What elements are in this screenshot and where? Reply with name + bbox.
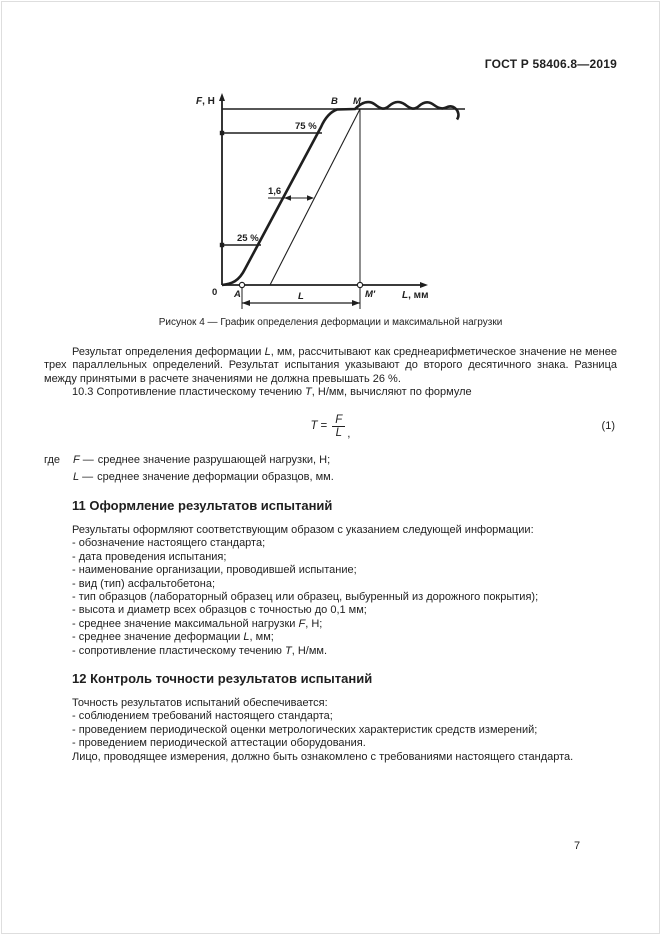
offset-value-label: 1,6: [268, 186, 282, 197]
point-a-marker: [239, 282, 244, 287]
x-axis-label: L, мм: [402, 290, 429, 301]
fraction-denominator: L: [335, 426, 342, 439]
list-item: - дата проведения испытания;: [72, 550, 227, 563]
list-item: - среднее значение максимальной нагрузки F, Н;: [72, 617, 323, 630]
l-dim-label: L: [298, 291, 304, 302]
list-item: - высота и диаметр всех образцов с точностью до 0,1 мм;: [72, 604, 367, 617]
variable-f: F: [73, 454, 80, 466]
figure-caption: Рисунок 4 — График определения деформации и максимальной нагрузки: [158, 317, 503, 328]
list-item: - среднее значение деформации L, мм;: [72, 631, 274, 644]
clause-10-3: 10.3 Сопротивление пластическому течению T, Н/мм, вычисляют по формуле: [72, 386, 472, 399]
where-line-l: L — среднее значение деформации образцов, мм.: [73, 471, 334, 483]
x-axis-arrow: [420, 282, 428, 288]
graph-labels: [196, 96, 428, 302]
y-axis-arrow: [219, 93, 225, 101]
page-number: 7: [574, 840, 581, 852]
formula-lhs: T: [310, 420, 318, 432]
section-12-intro: Точность результатов испытаний обеспечивается:: [72, 697, 328, 709]
equation-number: (1): [601, 420, 615, 432]
l-arrow-left: [242, 300, 250, 306]
variable-t: T: [305, 386, 312, 399]
list-item: - сопротивление пластическому течению T, Н/мм.: [72, 644, 328, 657]
dash: —: [82, 454, 94, 466]
origin-label: 0: [212, 287, 218, 298]
graph-lines: [222, 98, 465, 309]
section-11-intro: Результаты оформляют соответствующим образом с указанием следующей информации:: [72, 524, 534, 536]
dash: —: [82, 471, 94, 483]
deformation-paragraph-block: [44, 346, 617, 400]
section-12-closing: Лицо, проводящее измерения, должно быть ознакомлено с требованиями настоящего стандарта.: [72, 750, 574, 763]
section-12-heading: 12 Контроль точности результатов испытаний: [72, 671, 373, 686]
fraction-numerator: F: [335, 413, 343, 426]
pct-75-label: 75 %: [295, 121, 317, 132]
formula: [44, 411, 617, 441]
variable-l: L: [264, 346, 271, 358]
point-b-label: B: [331, 96, 338, 107]
load-curve: [222, 102, 458, 285]
doc-code: ГОСТ Р 58406.8—2019: [484, 57, 617, 71]
where-keyword: где: [44, 454, 61, 466]
figure-4: [185, 88, 475, 313]
variable-l: L: [73, 471, 80, 483]
point-m-prime-label: M': [365, 289, 376, 300]
formula-row: [44, 411, 617, 441]
list-item: - вид (тип) асфальтобетона;: [72, 577, 216, 590]
section-12-content: [44, 697, 617, 764]
list-item: - наименование организации, проводившей испытание;: [72, 564, 357, 577]
list-item: - обозначение настоящего стандарта;: [72, 537, 266, 550]
fraction: [332, 414, 345, 439]
marker-75: [220, 131, 224, 135]
point-m-prime-marker: [357, 282, 362, 287]
section-11-heading: 11 Оформление результатов испытаний: [72, 498, 333, 513]
where-line-f: где F — среднее значение разрушающей нагрузки, Н;: [44, 452, 617, 469]
point-a-label: A: [234, 289, 241, 300]
marker-25: [220, 243, 224, 247]
l-arrow-right: [352, 300, 360, 306]
list-item: - тип образцов (лабораторный образец или образец, выбуренный из дорожного покрытия);: [72, 591, 539, 604]
y-axis-label: F, Н: [196, 96, 215, 107]
section-11-content: [44, 524, 617, 658]
deformation-paragraph: Результат определения деформации L, мм, рассчитывают как среднеарифметическое значение не менее трех параллельных определений. Результат испытания указывают до второго десятичного знака. Разница между принятыми в расчете значениями не должна превышать 26 %.: [44, 346, 617, 385]
pct-25-label: 25 %: [237, 233, 259, 244]
equals-sign: =: [320, 420, 328, 432]
where-block: [44, 452, 617, 486]
graph-arrows: [219, 93, 428, 306]
list-item: - соблюдением требований настоящего стандарта;: [72, 710, 333, 723]
formula-comma: ,: [347, 428, 351, 440]
list-item: - проведением периодической оценки метрологических характеристик средств измерений;: [72, 723, 538, 736]
list-item: - проведением периодической аттестации оборудования.: [72, 737, 366, 750]
deformation-load-graph: [185, 88, 475, 313]
point-m-label: M: [353, 96, 361, 107]
